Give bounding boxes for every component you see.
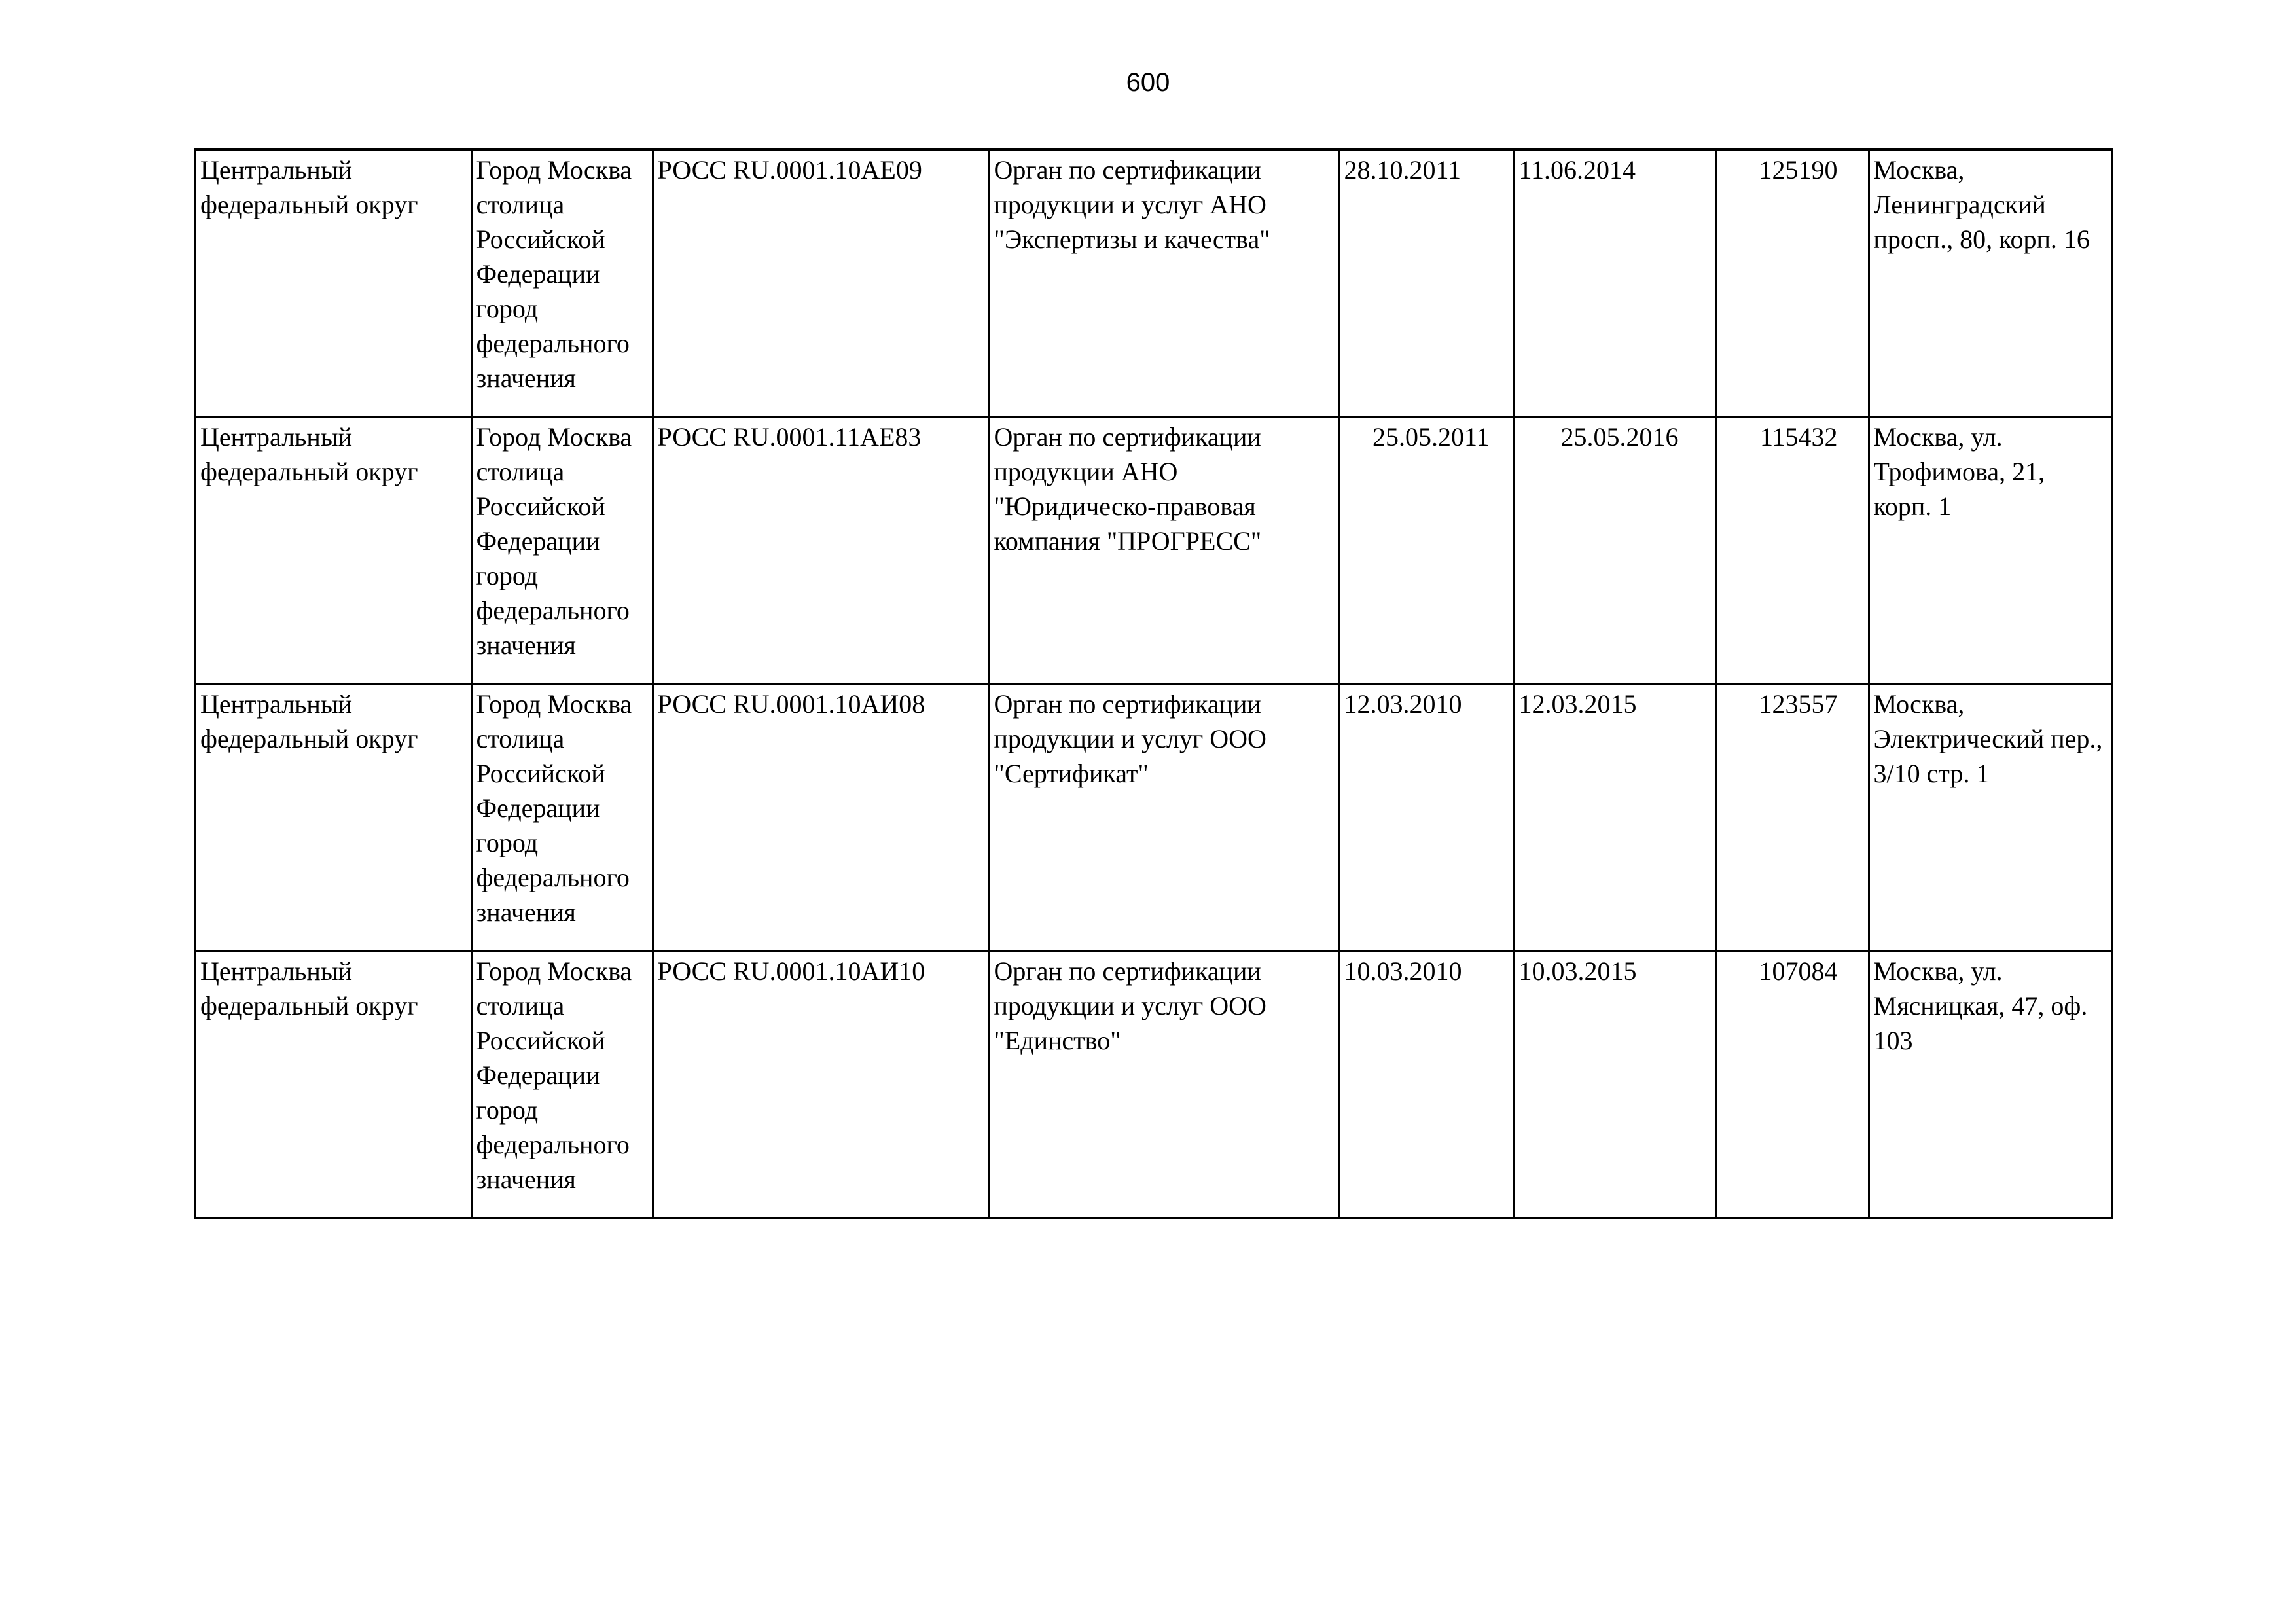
page-number: 600 (1126, 68, 1170, 97)
address-cell: Москва, Ленинградский просп., 80, корп. 16 (1869, 149, 2112, 417)
table-row (195, 149, 2112, 417)
region-cell: Город Москва столица Российской Федерации город федерального значения (471, 417, 653, 684)
reg-number-cell: РОСС RU.0001.10АЕ09 (653, 149, 989, 417)
region-cell: Город Москва столица Российской Федерации город федерального значения (471, 684, 653, 951)
table-row (195, 417, 2112, 684)
postcode-cell: 107084 (1716, 951, 1869, 1219)
district-cell: Центральный федеральный округ (195, 417, 471, 684)
reg-number-cell: РОСС RU.0001.10АИ10 (653, 951, 989, 1219)
address-cell: Москва, ул. Трофимова, 21, корп. 1 (1869, 417, 2112, 684)
organization-cell: Орган по сертификации продукции АНО "Юридическо-правовая компания "ПРОГРЕСС" (989, 417, 1339, 684)
reg-number-cell: РОСС RU.0001.11АЕ83 (653, 417, 989, 684)
date-from-cell: 28.10.2011 (1339, 149, 1514, 417)
region-cell: Город Москва столица Российской Федерации город федерального значения (471, 951, 653, 1219)
date-to-cell: 11.06.2014 (1514, 149, 1716, 417)
address-cell: Москва, Электрический пер., 3/10 стр. 1 (1869, 684, 2112, 951)
certification-bodies-table (194, 148, 2113, 1219)
postcode-cell: 125190 (1716, 149, 1869, 417)
date-from-cell: 25.05.2011 (1339, 417, 1514, 684)
district-cell: Центральный федеральный округ (195, 951, 471, 1219)
address-cell: Москва, ул. Мясницкая, 47, оф. 103 (1869, 951, 2112, 1219)
table-row (195, 684, 2112, 951)
date-to-cell: 10.03.2015 (1514, 951, 1716, 1219)
postcode-cell: 115432 (1716, 417, 1869, 684)
date-from-cell: 12.03.2010 (1339, 684, 1514, 951)
reg-number-cell: РОСС RU.0001.10АИ08 (653, 684, 989, 951)
date-to-cell: 12.03.2015 (1514, 684, 1716, 951)
district-cell: Центральный федеральный округ (195, 149, 471, 417)
district-cell: Центральный федеральный округ (195, 684, 471, 951)
date-to-cell: 25.05.2016 (1514, 417, 1716, 684)
table-row (195, 951, 2112, 1219)
organization-cell: Орган по сертификации продукции и услуг ООО "Сертификат" (989, 684, 1339, 951)
date-from-cell: 10.03.2010 (1339, 951, 1514, 1219)
organization-cell: Орган по сертификации продукции и услуг АНО "Экспертизы и качества" (989, 149, 1339, 417)
postcode-cell: 123557 (1716, 684, 1869, 951)
region-cell: Город Москва столица Российской Федерации город федерального значения (471, 149, 653, 417)
organization-cell: Орган по сертификации продукции и услуг ООО "Единство" (989, 951, 1339, 1219)
